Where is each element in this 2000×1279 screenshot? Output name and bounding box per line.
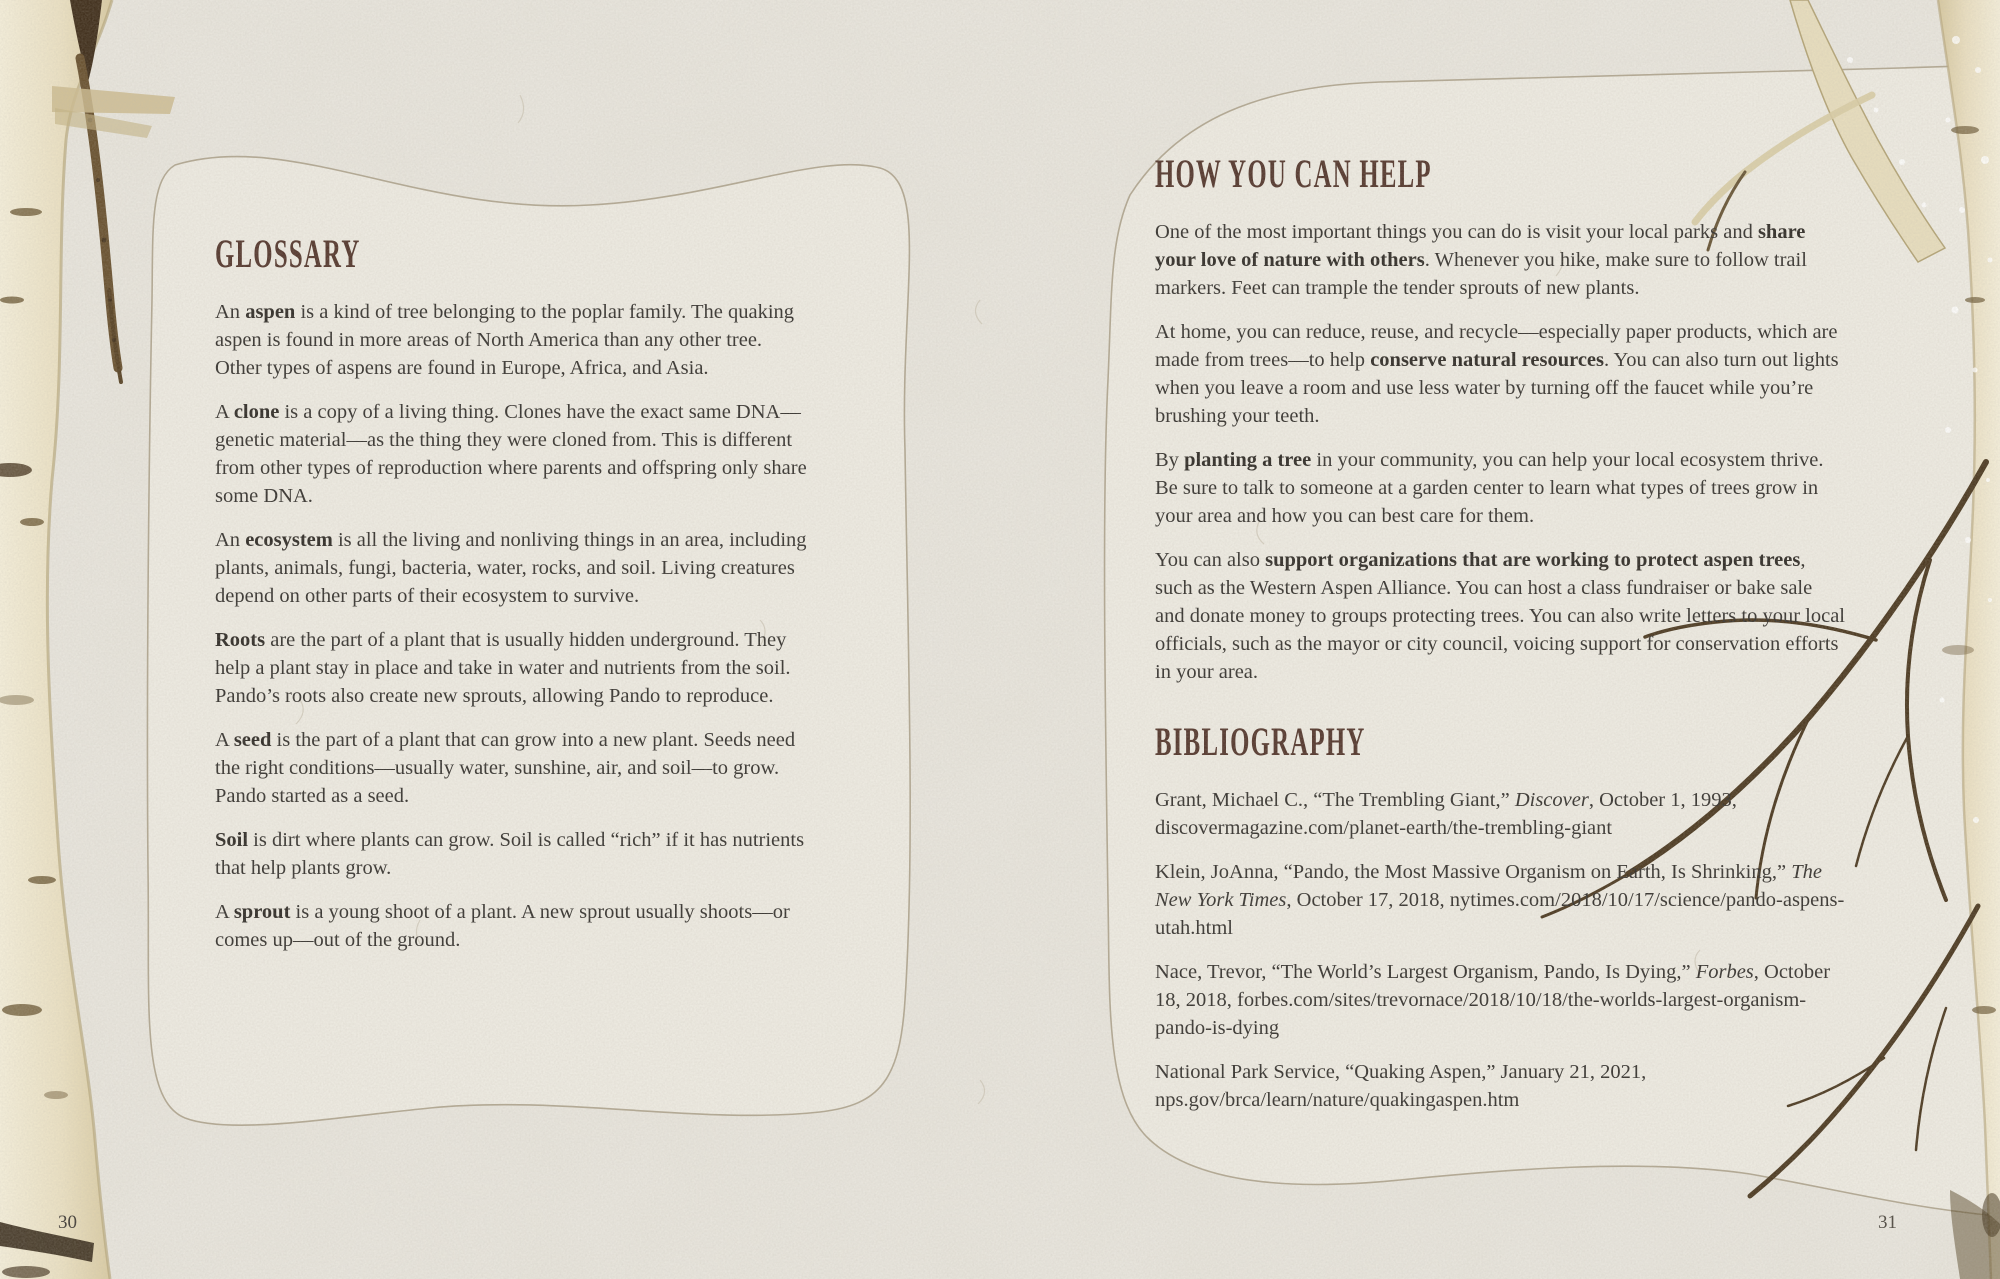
glossary-entry: A seed is the part of a plant that can grow into a new plant. Seeds need the right conditions—usually water, sunshine, air, and soil—to grow. Pando started as a seed.	[215, 729, 796, 807]
bibliography-entry: Klein, JoAnna, “Pando, the Most Massive Organism on Earth, Is Shrinking,” The New York Times, October 17, 2018, nytimes.com/2018/10/17/science/pando-aspens-utah.html	[1155, 861, 1845, 939]
bibliography-entry: Nace, Trevor, “The World’s Largest Organism, Pando, Is Dying,” Forbes, October 18, 2018, forbes.com/sites/trevornace/2018/10/18/the-worlds-largest-organism-pando-is-dying	[1155, 961, 1831, 1039]
how-you-can-help-heading: HOW YOU CAN HELP	[1155, 151, 1432, 196]
glossary-entry: Roots are the part of a plant that is usually hidden underground. They help a plant stay in place and take in water and nutrients from the soil. Pando’s roots also create new sprouts, allowing Pando to reproduce.	[215, 629, 791, 707]
bibliography-heading: BIBLIOGRAPHY	[1155, 719, 1366, 764]
page-number-right: 31	[1878, 1212, 1897, 1233]
page-number-left: 30	[58, 1212, 77, 1233]
glossary-entry: Soil is dirt where plants can grow. Soil is called “rich” if it has nutrients that help plants grow.	[215, 829, 805, 879]
glossary-heading: GLOSSARY	[215, 231, 361, 276]
glossary-entry: An ecosystem is all the living and nonliving things in an area, including plants, animals, fungi, bacteria, water, rocks, and soil. Living creatures depend on other parts of their ecosystem to survive.	[215, 529, 807, 607]
glossary-entry: A sprout is a young shoot of a plant. A new sprout usually shoots—or comes up—out of the ground.	[215, 901, 790, 951]
glossary-entry: An aspen is a kind of tree belonging to the poplar family. The quaking aspen is found in more areas of North America than any other tree. Other types of aspens are found in Europe, Africa, and Asia.	[215, 301, 795, 379]
help-paragraph: One of the most important things you can do is visit your local parks and share your love of nature with others. Whenever you hike, make sure to follow trail markers. Feet can trample the tender sprouts of new plants.	[1155, 221, 1807, 299]
bibliography-entries	[1155, 786, 1845, 1114]
bibliography-entry: Grant, Michael C., “The Trembling Giant,” Discover, October 1, 1993, discovermagazine.com/planet-earth/the-trembling-giant	[1155, 789, 1737, 839]
help-paragraph: You can also support organizations that are working to protect aspen trees, such as the Western Aspen Alliance. You can host a class fundraiser or bake sale and donate money to groups protecting trees. You can also write letters to your local officials, such as the mayor or city council, voicing support for conservation efforts in your area.	[1155, 549, 1846, 683]
glossary-section	[215, 231, 810, 970]
how-you-can-help-paragraphs	[1155, 218, 1845, 686]
glossary-entry: A clone is a copy of a living thing. Clones have the exact same DNA—genetic material—as the thing they were cloned from. This is different from other types of reproduction where parents and offspring only share some DNA.	[215, 401, 807, 507]
help-paragraph: By planting a tree in your community, you can help your local ecosystem thrive. Be sure to talk to someone at a garden center to learn what types of trees grow in your area and how you can best care for them.	[1155, 449, 1824, 527]
help-paragraph: At home, you can reduce, reuse, and recycle—especially paper products, which are made from trees—to help conserve natural resources. You can also turn out lights when you leave a room and use less water by turning off the faucet while you’re brushing your teeth.	[1155, 321, 1839, 427]
bibliography-entry: National Park Service, “Quaking Aspen,” January 21, 2021, nps.gov/brca/learn/nature/quakingaspen.htm	[1155, 1061, 1647, 1111]
right-page-content	[1155, 151, 1846, 1130]
glossary-entries	[215, 298, 810, 954]
